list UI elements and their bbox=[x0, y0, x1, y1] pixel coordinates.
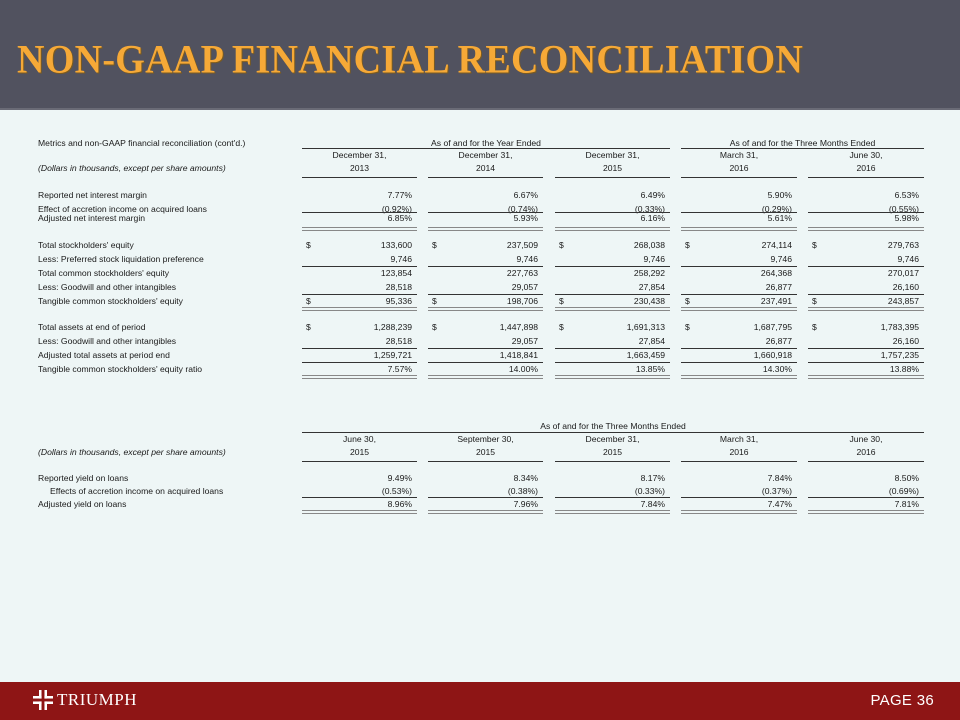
cell-value: 123,854 bbox=[380, 268, 412, 278]
cell-value: 6.67% bbox=[513, 190, 538, 200]
underline bbox=[681, 362, 797, 363]
table-cell bbox=[302, 240, 417, 254]
underline bbox=[555, 212, 670, 213]
underline bbox=[302, 497, 417, 498]
column-header-year: 2015 bbox=[349, 447, 370, 457]
cell-value: 28,518 bbox=[385, 282, 412, 292]
dollar-sign: $ bbox=[812, 240, 817, 250]
row-label: Reported net interest margin bbox=[38, 190, 147, 200]
table-cell bbox=[808, 240, 924, 254]
column-header-month: June 30, bbox=[849, 150, 883, 160]
cell-value: 7.84% bbox=[767, 473, 792, 483]
double-underline bbox=[428, 307, 543, 311]
double-underline bbox=[302, 375, 417, 379]
cell-value: 27,854 bbox=[638, 336, 665, 346]
dollar-sign: $ bbox=[306, 240, 311, 250]
cell-value: (0.37%) bbox=[761, 486, 792, 496]
dollar-sign: $ bbox=[432, 240, 437, 250]
underline bbox=[302, 266, 417, 267]
cell-value: 1,660,918 bbox=[753, 350, 792, 360]
table-row bbox=[0, 190, 960, 204]
underline bbox=[555, 294, 670, 295]
table-cell bbox=[428, 268, 543, 282]
table-cell bbox=[808, 268, 924, 282]
double-underline bbox=[302, 510, 417, 514]
table-cell bbox=[555, 240, 670, 254]
cell-value: 133,600 bbox=[380, 240, 412, 250]
table-cell bbox=[302, 213, 417, 227]
cell-value: 9,746 bbox=[897, 254, 919, 264]
table-cell bbox=[428, 473, 543, 487]
group-header-year: As of and for the Year Ended bbox=[431, 138, 541, 148]
underline bbox=[302, 348, 417, 349]
cell-value: (0.38%) bbox=[507, 486, 538, 496]
cell-value: 1,288,239 bbox=[373, 322, 412, 332]
double-underline bbox=[808, 510, 924, 514]
group-header-quarter: As of and for the Three Months Ended bbox=[729, 138, 876, 148]
cell-value: 9,746 bbox=[643, 254, 665, 264]
double-underline bbox=[808, 227, 924, 231]
cell-value: 7.47% bbox=[767, 499, 792, 509]
underline bbox=[302, 177, 417, 178]
cell-value: 26,160 bbox=[892, 336, 919, 346]
table-cell bbox=[681, 213, 797, 227]
column-header-month: June 30, bbox=[849, 434, 883, 444]
column-header-month: December 31, bbox=[585, 150, 640, 160]
column-header-year: 2013 bbox=[349, 163, 370, 173]
table-cell bbox=[555, 190, 670, 204]
underline bbox=[681, 148, 924, 149]
cell-value: 1,687,795 bbox=[753, 322, 792, 332]
cell-value: 258,292 bbox=[633, 268, 665, 278]
underline bbox=[428, 461, 543, 462]
row-label: Less: Goodwill and other intangibles bbox=[38, 282, 177, 292]
cell-value: 8.96% bbox=[387, 499, 412, 509]
underline bbox=[302, 212, 417, 213]
row-label: Reported yield on loans bbox=[38, 473, 129, 483]
table-cell bbox=[808, 213, 924, 227]
row-label: Effects of accretion income on acquired loans bbox=[50, 486, 224, 496]
underline bbox=[555, 266, 670, 267]
cell-value: 9,746 bbox=[390, 254, 412, 264]
cell-value: 9,746 bbox=[770, 254, 792, 264]
underline bbox=[428, 266, 543, 267]
logo-text: TRIUMPH bbox=[57, 690, 138, 709]
page-title: NON-GAAP FINANCIAL RECONCILIATION bbox=[17, 37, 804, 83]
underline bbox=[428, 177, 543, 178]
column-header-month: December 31, bbox=[585, 434, 640, 444]
row-label: Adjusted total assets at period end bbox=[38, 350, 170, 360]
dollar-sign: $ bbox=[432, 322, 437, 332]
double-underline bbox=[428, 375, 543, 379]
dollar-sign: $ bbox=[685, 322, 690, 332]
cell-value: 6.53% bbox=[894, 190, 919, 200]
table-cell bbox=[681, 268, 797, 282]
cell-value: 198,706 bbox=[506, 296, 538, 306]
group-header-quarter: As of and for the Three Months Ended bbox=[540, 421, 686, 431]
dollar-sign: $ bbox=[685, 240, 690, 250]
cell-value: (0.33%) bbox=[634, 204, 665, 214]
underline bbox=[428, 362, 543, 363]
row-label: Adjusted yield on loans bbox=[38, 499, 127, 509]
cell-value: 1,691,313 bbox=[626, 322, 665, 332]
underline bbox=[428, 212, 543, 213]
cell-value: 227,763 bbox=[506, 268, 538, 278]
cell-value: 237,491 bbox=[760, 296, 792, 306]
underline bbox=[808, 212, 924, 213]
row-label: Less: Goodwill and other intangibles bbox=[38, 336, 177, 346]
cell-value: (0.92%) bbox=[381, 204, 412, 214]
table-cell bbox=[555, 268, 670, 282]
underline bbox=[555, 362, 670, 363]
cell-value: 9,746 bbox=[516, 254, 538, 264]
cell-value: 8.34% bbox=[513, 473, 538, 483]
dollar-sign: $ bbox=[559, 296, 564, 306]
row-label: Total common stockholders' equity bbox=[38, 268, 170, 278]
cell-value: 1,663,459 bbox=[626, 350, 665, 360]
dollar-sign: $ bbox=[685, 296, 690, 306]
column-header-month: June 30, bbox=[343, 434, 376, 444]
double-underline bbox=[428, 227, 543, 231]
table-cell bbox=[681, 190, 797, 204]
underline bbox=[681, 348, 797, 349]
underline bbox=[808, 362, 924, 363]
cell-value: 29,057 bbox=[511, 282, 538, 292]
cell-value: (0.29%) bbox=[761, 204, 792, 214]
table-cell bbox=[555, 213, 670, 227]
underline bbox=[302, 294, 417, 295]
cell-value: 279,763 bbox=[887, 240, 919, 250]
cross-logo-icon bbox=[33, 690, 53, 710]
cell-value: 7.77% bbox=[387, 190, 412, 200]
double-underline bbox=[808, 375, 924, 379]
cell-value: 9.49% bbox=[387, 473, 412, 483]
underline bbox=[681, 497, 797, 498]
column-header-month: December 31, bbox=[458, 150, 513, 160]
table-cell bbox=[808, 322, 924, 336]
cell-value: 13.88% bbox=[889, 364, 919, 374]
table-subcaption: (Dollars in thousands, except per share amounts) bbox=[38, 163, 226, 173]
cell-value: (0.55%) bbox=[888, 204, 919, 214]
underline bbox=[555, 348, 670, 349]
cell-value: (0.53%) bbox=[381, 486, 412, 496]
underline bbox=[681, 266, 797, 267]
table-cell bbox=[681, 240, 797, 254]
dollar-sign: $ bbox=[559, 240, 564, 250]
cell-value: (0.33%) bbox=[634, 486, 665, 496]
cell-value: 5.90% bbox=[767, 190, 792, 200]
row-label: Less: Preferred stock liquidation preference bbox=[38, 254, 204, 264]
cell-value: (0.74%) bbox=[507, 204, 538, 214]
double-underline bbox=[428, 510, 543, 514]
table-row bbox=[0, 268, 960, 282]
underline bbox=[681, 461, 797, 462]
double-underline bbox=[681, 307, 797, 311]
dollar-sign: $ bbox=[559, 322, 564, 332]
cell-value: 29,057 bbox=[511, 336, 538, 346]
row-label: Adjusted net interest margin bbox=[38, 213, 146, 223]
column-header-year: 2016 bbox=[856, 447, 876, 457]
double-underline bbox=[808, 307, 924, 311]
table-cell bbox=[428, 190, 543, 204]
cell-value: 7.84% bbox=[640, 499, 665, 509]
underline bbox=[681, 212, 797, 213]
double-underline bbox=[555, 307, 670, 311]
dollar-sign: $ bbox=[812, 322, 817, 332]
underline bbox=[428, 348, 543, 349]
table-cell bbox=[302, 268, 417, 282]
dollar-sign: $ bbox=[306, 296, 311, 306]
double-underline bbox=[555, 375, 670, 379]
double-underline bbox=[681, 375, 797, 379]
cell-value: 26,877 bbox=[765, 282, 792, 292]
table-cell bbox=[808, 190, 924, 204]
table-cell bbox=[302, 473, 417, 487]
cell-value: 26,877 bbox=[765, 336, 792, 346]
cell-value: 274,114 bbox=[761, 240, 792, 250]
column-header-year: 2016 bbox=[856, 163, 876, 173]
cell-value: 14.30% bbox=[762, 364, 792, 374]
cell-value: 7.96% bbox=[513, 499, 538, 509]
cell-value: 7.81% bbox=[894, 499, 919, 509]
cell-value: 6.49% bbox=[640, 190, 665, 200]
underline bbox=[302, 148, 670, 149]
cell-value: 13.85% bbox=[635, 364, 665, 374]
title-bar bbox=[0, 0, 960, 110]
double-underline bbox=[555, 227, 670, 231]
cell-value: 264,368 bbox=[760, 268, 792, 278]
cell-value: 26,160 bbox=[892, 282, 919, 292]
underline bbox=[302, 461, 417, 462]
row-label: Tangible common stockholders' equity ratio bbox=[38, 364, 203, 374]
cell-value: 1,418,841 bbox=[499, 350, 538, 360]
column-header-month: March 31, bbox=[719, 150, 759, 160]
dollar-sign: $ bbox=[306, 322, 311, 332]
cell-value: 8.50% bbox=[894, 473, 919, 483]
column-header-month: March 31, bbox=[719, 434, 759, 444]
cell-value: 268,038 bbox=[633, 240, 665, 250]
underline bbox=[808, 497, 924, 498]
table-cell bbox=[428, 322, 543, 336]
page-number: PAGE 36 bbox=[870, 692, 934, 709]
table-cell bbox=[428, 240, 543, 254]
cell-value: 8.17% bbox=[640, 473, 665, 483]
cell-value: 7.57% bbox=[387, 364, 412, 374]
table-cell bbox=[555, 322, 670, 336]
table-cell bbox=[681, 322, 797, 336]
underline bbox=[428, 497, 543, 498]
column-header-year: 2015 bbox=[602, 447, 623, 457]
column-header-year: 2015 bbox=[475, 447, 496, 457]
cell-value: 95,336 bbox=[385, 296, 412, 306]
table-cell bbox=[681, 473, 797, 487]
cell-value: 230,438 bbox=[633, 296, 665, 306]
cell-value: 1,783,395 bbox=[880, 322, 919, 332]
table-row bbox=[0, 473, 960, 487]
cell-value: 5.61% bbox=[767, 213, 792, 223]
double-underline bbox=[681, 227, 797, 231]
table-row bbox=[0, 322, 960, 336]
table-cell bbox=[555, 473, 670, 487]
underline bbox=[808, 177, 924, 178]
double-underline bbox=[302, 227, 417, 231]
row-label: Total stockholders' equity bbox=[38, 240, 134, 250]
footer-bar bbox=[0, 682, 960, 720]
row-label: Effect of accretion income on acquired loans bbox=[38, 204, 207, 214]
cell-value: 237,509 bbox=[506, 240, 538, 250]
underline bbox=[555, 177, 670, 178]
table-row bbox=[0, 240, 960, 254]
column-header-month: December 31, bbox=[332, 150, 387, 160]
underline bbox=[808, 348, 924, 349]
cell-value: 1,259,721 bbox=[373, 350, 412, 360]
column-header-month: September 30, bbox=[457, 434, 514, 444]
table-cell bbox=[302, 190, 417, 204]
row-label: Total assets at end of period bbox=[38, 322, 146, 332]
row-label: Tangible common stockholders' equity bbox=[38, 296, 183, 306]
triumph-logo bbox=[33, 690, 137, 710]
cell-value: 27,854 bbox=[638, 282, 665, 292]
underline bbox=[681, 177, 797, 178]
table-cell bbox=[808, 473, 924, 487]
dollar-sign: $ bbox=[432, 296, 437, 306]
underline bbox=[428, 294, 543, 295]
cell-value: 5.93% bbox=[513, 213, 538, 223]
column-header-year: 2015 bbox=[602, 163, 623, 173]
cell-value: 6.16% bbox=[640, 213, 665, 223]
underline bbox=[808, 294, 924, 295]
table-row bbox=[0, 213, 960, 227]
table-cell bbox=[302, 322, 417, 336]
dollar-sign: $ bbox=[812, 296, 817, 306]
cell-value: 28,518 bbox=[385, 336, 412, 346]
underline bbox=[681, 294, 797, 295]
cell-value: 243,857 bbox=[887, 296, 919, 306]
cell-value: 14.00% bbox=[508, 364, 538, 374]
cell-value: 270,017 bbox=[887, 268, 919, 278]
cell-value: 1,757,235 bbox=[880, 350, 919, 360]
underline bbox=[808, 461, 924, 462]
table-cell bbox=[428, 213, 543, 227]
cell-value: 5.98% bbox=[894, 213, 919, 223]
cell-value: (0.69%) bbox=[888, 486, 919, 496]
underline bbox=[555, 461, 670, 462]
underline bbox=[808, 266, 924, 267]
cell-value: 1,447,898 bbox=[499, 322, 538, 332]
underline bbox=[555, 497, 670, 498]
column-header-year: 2014 bbox=[475, 163, 496, 173]
table-subcaption: (Dollars in thousands, except per share amounts) bbox=[38, 447, 226, 457]
double-underline bbox=[302, 307, 417, 311]
cell-value: 6.85% bbox=[387, 213, 412, 223]
double-underline bbox=[681, 510, 797, 514]
underline bbox=[302, 432, 924, 433]
double-underline bbox=[555, 510, 670, 514]
underline bbox=[302, 362, 417, 363]
table-caption: Metrics and non-GAAP financial reconciliation (cont'd.) bbox=[38, 138, 246, 148]
column-header-year: 2016 bbox=[729, 163, 749, 173]
column-header-year: 2016 bbox=[729, 447, 749, 457]
